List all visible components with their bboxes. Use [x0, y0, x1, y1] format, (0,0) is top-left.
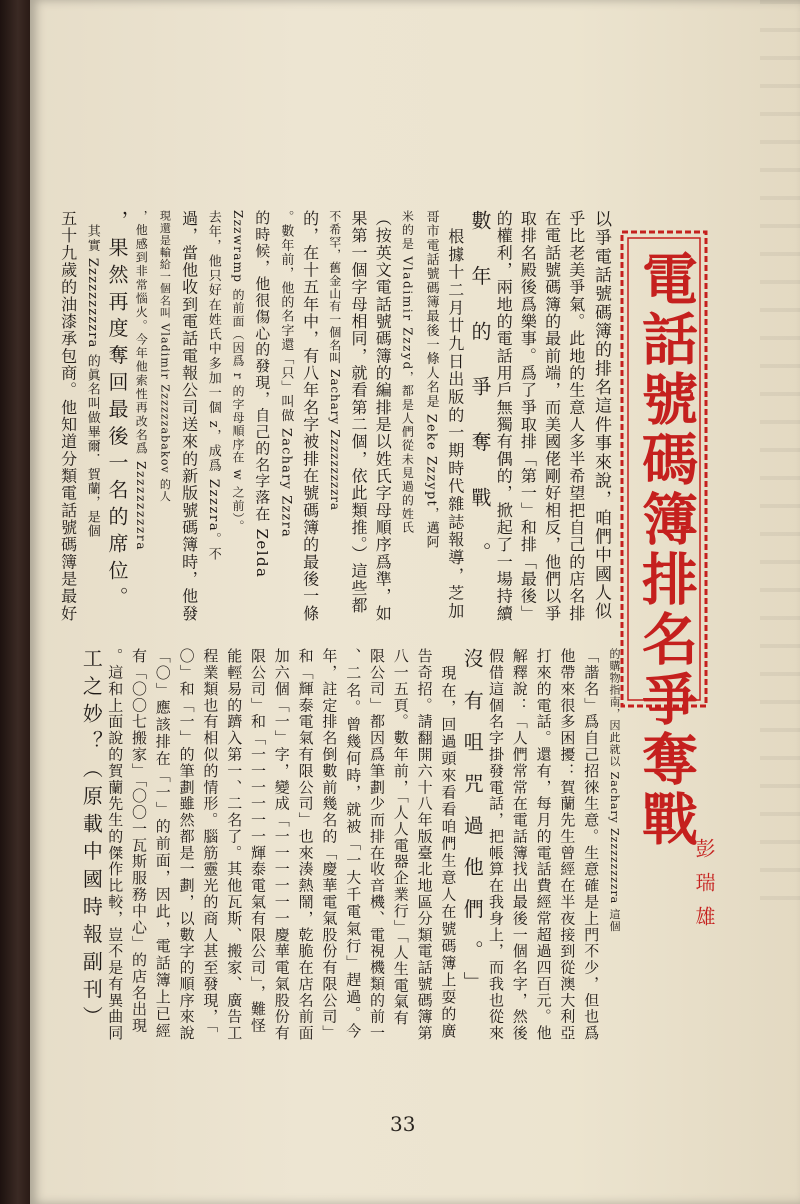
- book-spine: [0, 0, 30, 1204]
- text-column: 程業類也有相似的情形。腦筋靈光的商人甚至發現，「: [201, 648, 220, 1034]
- text-column: 。數年前，他的名字還「只」叫做 Zachary Zzzra: [278, 210, 294, 538]
- text-column: 果第一個字母相同，就看第二個，依此類推。）這些都: [349, 210, 368, 614]
- article-title: 電話號碼簿排名爭奪戰: [633, 250, 699, 850]
- text-column: 年，註定排名倒數前幾名的「慶華電氣股份有限公司」: [320, 648, 339, 1042]
- text-column: 和「輝泰電氣有限公司」也來湊熱鬧，乾脆在店名前面: [296, 648, 315, 1042]
- article-author: 彭瑞雄: [692, 838, 716, 940]
- text-column: 不希罕，舊金山有一個名叫 Zachary Zzzzzzzzzra: [327, 210, 342, 511]
- text-column: 米的是 Vladimir Zzzyd，都是人們從未見過的姓氏: [400, 210, 415, 535]
- text-column: 現在，回過頭來看看咱們生意人在號碼簿上耍的廣: [439, 648, 458, 1040]
- text-column: 「〇」應該排在「一」的前面，因此，電話簿上已經: [153, 648, 172, 1040]
- text-column: 能輕易的躋入第一、二名了。其他瓦斯、搬家、廣告工: [225, 648, 244, 1042]
- text-column: 乎比老美爭氣。此地的生意人多半希望把自己的店名排: [566, 210, 586, 622]
- text-column: 取排名殿後爲樂事。爲了爭取排「第一」和排「最後」: [518, 210, 538, 622]
- text-column: 現還是輸給一個名叫 Vladimir Zzzzzzabakov 的人: [158, 210, 172, 503]
- text-column: 去年，他只好在姓氏中多加一個 z，成爲 Zzzzra。不: [205, 210, 221, 562]
- text-column: 在電話號碼簿的最前端，而美國佬剛好相反，他們以爭: [542, 210, 562, 622]
- text-column: ，果然再度奪回最後一名的席位。: [105, 210, 129, 614]
- text-column: 他帶來很多困擾：賀蘭先生曾經在半夜接到從澳大利亞: [558, 648, 577, 1042]
- text-column: 的，在十五年中，有八年名字被排在號碼簿的最後一條: [300, 210, 320, 622]
- text-column: 限公司」都因爲筆劃少而排在收音機、電視機類的前一: [368, 648, 386, 1042]
- text-column: 工之妙？（原載中國時報副刊）: [79, 648, 104, 1034]
- text-column: 的購物指南，因此就以 Zachary Zzzzzzzzzra 這個: [608, 648, 621, 933]
- text-column: 根據十二月廿九日出版的一期時代雜誌報導，芝加: [445, 210, 465, 621]
- text-column: 假借這個名字掛發電話，把帳算在我身上，而我也從來: [487, 648, 505, 1042]
- text-column: 的時候，他很傷心的發現，自己的名字落在 Zelda: [253, 210, 272, 579]
- text-column: 過，當他收到電話電報公司送來的新版號碼簿時，他發: [179, 210, 199, 622]
- text-column: 〇」和「一」的筆劃雖然都是一劃，以數字的順序來說: [177, 648, 196, 1042]
- text-column: 打來的電話。還有，每月的電話費經常超過四百元。他: [534, 648, 553, 1042]
- text-column: Zzzwramp 的前面（因爲 r 的字母順序在 w 之前）。: [231, 210, 245, 533]
- text-column: ，他感到非常惱火。今年他索性再改名爲 Zzzzzzzzzra: [134, 210, 149, 552]
- text-column: 有「〇〇七搬家」「〇〇一瓦斯服務中心」的店名出現: [130, 648, 148, 1034]
- text-column: 加六個「一」字，變成「一一一一一一慶華電氣股份有: [272, 648, 291, 1042]
- text-column: 其實 Zzzzzzzzzra 的眞名叫做畢爾．賀蘭，是個: [84, 210, 100, 539]
- text-column: 告奇招。請翻開六十八年版臺北地區分類電話號碼簿第: [415, 648, 434, 1042]
- page-number: 33: [390, 1112, 416, 1136]
- text-column: 限公司」和「一一一一一一輝泰電氣有限公司」，難怪: [249, 648, 267, 1034]
- text-column: 五十九歲的油漆承包商。他知道分類電話號碼簿是最好: [58, 210, 78, 622]
- text-column: 的權利，兩地的電話用戶無獨有偶的，掀起了一場持續: [494, 210, 514, 622]
- text-column: 解釋說：「人們常常在電話簿找出最後一個名字，然後: [510, 648, 529, 1042]
- text-column: （按英文電話號碼簿的編排是以姓氏字母順序爲準，如: [373, 210, 393, 622]
- facing-page-bleed: [760, 0, 800, 900]
- text-column: 數年的爭奪戰。: [468, 210, 492, 598]
- text-column: 沒有咀咒過他們。」: [460, 648, 485, 1014]
- text-column: 以爭電話號碼簿的排名這件事來說，咱們中國人似: [591, 210, 611, 621]
- text-column: 。這和上面說的賀蘭先生的傑作比較，豈不是有異曲同: [106, 648, 125, 1042]
- text-column: 「諧名」爲自己招徠生意。生意確是上門不少，但也爲: [582, 648, 601, 1042]
- text-column: 八一五頁。數年前，「人人電器企業行」「人生電氣有: [391, 648, 410, 1027]
- text-column: 哥市電話號碼簿最後一條人名是 Zeke Zzzypt，邁阿: [423, 210, 439, 550]
- text-column: 、二名。曾幾何時，就被「一大千電氣行」趕過。今: [344, 648, 363, 1040]
